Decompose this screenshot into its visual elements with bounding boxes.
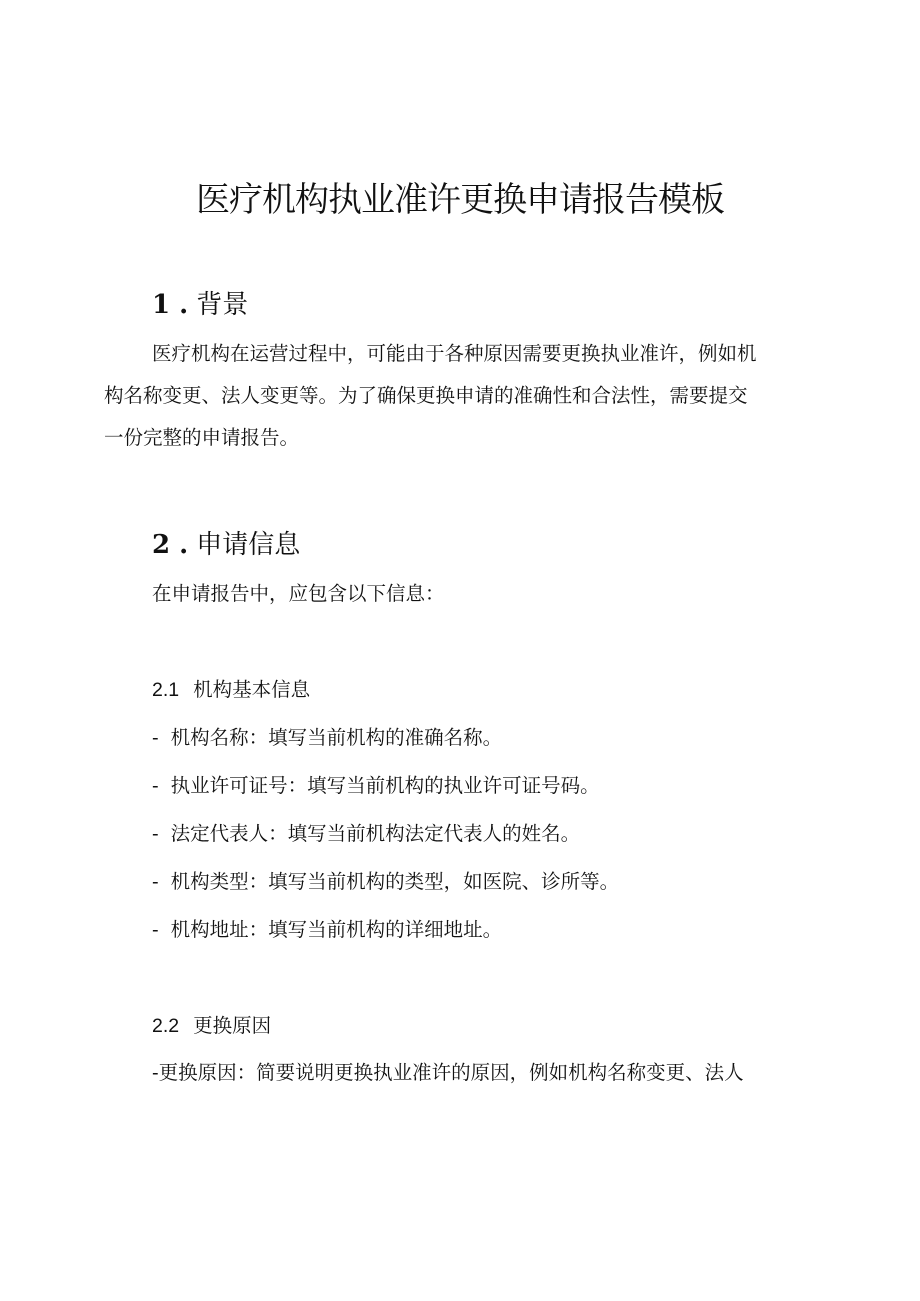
paragraph-line: 构名称变更、法人变更等。为了确保更换申请的准确性和合法性，需要提交 bbox=[104, 384, 748, 407]
list-item-text: 机构地址：填写当前机构的详细地址。 bbox=[170, 918, 503, 941]
section-1-paragraph bbox=[104, 333, 824, 459]
list-item-text: 机构名称：填写当前机构的准确名称。 bbox=[170, 726, 503, 749]
section-2-heading bbox=[152, 527, 300, 563]
section-1-heading bbox=[152, 287, 248, 323]
bullet-dash: - bbox=[152, 918, 159, 941]
list-item-text: 机构类型：填写当前机构的类型，如医院、诊所等。 bbox=[170, 870, 620, 893]
subsection-2-2-heading bbox=[152, 1012, 271, 1040]
section-1-title: 背景 bbox=[196, 290, 249, 320]
list-item bbox=[152, 772, 600, 800]
list-item bbox=[152, 868, 619, 896]
list-item bbox=[152, 820, 580, 848]
paragraph-line: 一份完整的申请报告。 bbox=[104, 426, 300, 449]
section-2-intro: 在申请报告中，应包含以下信息： bbox=[152, 582, 445, 605]
bullet-dash: - bbox=[152, 726, 159, 749]
bullet-dash: - bbox=[152, 774, 159, 797]
subsection-2-1-title: 机构基本信息 bbox=[193, 678, 311, 701]
section-1-number: 1 . bbox=[152, 290, 189, 320]
bullet-dash: - bbox=[152, 870, 159, 893]
bullet-dash: - bbox=[152, 822, 159, 845]
subsection-2-1-number: 2.1 bbox=[152, 679, 180, 701]
list-item bbox=[152, 916, 502, 944]
paragraph-line: 医疗机构在运营过程中，可能由于各种原因需要更换执业准许，例如机 bbox=[152, 342, 757, 365]
list-item-text: 法定代表人：填写当前机构法定代表人的姓名。 bbox=[170, 822, 581, 845]
subsection-2-2-number: 2.2 bbox=[152, 1015, 180, 1037]
section-2-title: 申请信息 bbox=[196, 530, 301, 560]
list-item bbox=[152, 724, 502, 752]
document-title: 医疗机构执业准许更换申请报告模板 bbox=[196, 180, 724, 220]
subsection-2-2-title: 更换原因 bbox=[193, 1014, 272, 1037]
list-item-text: 执业许可证号：填写当前机构的执业许可证号码。 bbox=[170, 774, 600, 797]
section-2-number: 2 . bbox=[152, 530, 189, 560]
list-item-text: -更换原因：简要说明更换执业准许的原因，例如机构名称变更、法人 bbox=[152, 1061, 744, 1084]
subsection-2-1-heading bbox=[152, 676, 310, 704]
